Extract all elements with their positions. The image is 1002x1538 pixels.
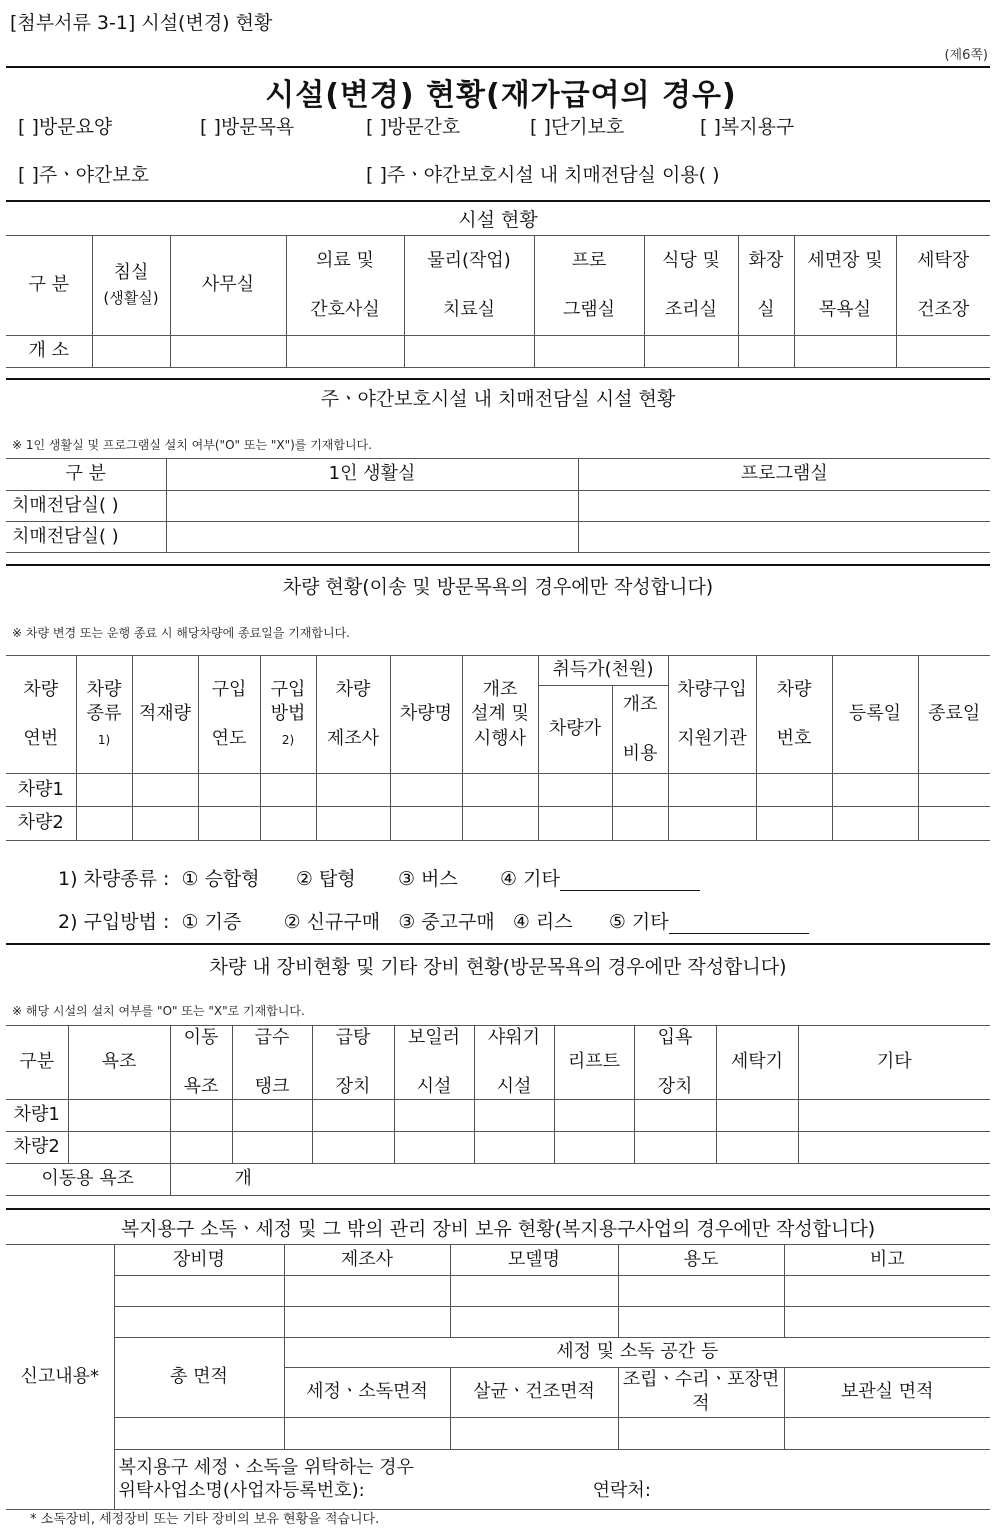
equipment-header-etc: 기타 bbox=[798, 1026, 990, 1100]
welfare-cell[interactable] bbox=[284, 1307, 450, 1338]
equipment-cell[interactable] bbox=[312, 1132, 394, 1164]
attachment-label: [첨부서류 3-1] 시설(변경) 현황 bbox=[10, 12, 273, 34]
equipment-note: ※ 해당 시설의 설치 여부를 "O" 또는 "X"로 기재합니다. bbox=[12, 1004, 305, 1018]
equipment-cell[interactable] bbox=[634, 1100, 716, 1132]
welfare-cell[interactable] bbox=[618, 1307, 784, 1338]
dementia-section-title: 주ㆍ야간보호시설 내 치매전담실 시설 현황 bbox=[320, 388, 676, 410]
facility-count-cell[interactable] bbox=[794, 336, 896, 368]
equipment-header-mobile-tub: 이동 욕조 bbox=[170, 1026, 232, 1100]
equipment-cell[interactable] bbox=[68, 1100, 170, 1132]
page-title: 시설(변경) 현황(재가급여의 경우) bbox=[265, 78, 737, 113]
service-check-dementia-unit[interactable]: [ ]주ㆍ야간보호시설 내 치매전담실 이용( ) bbox=[366, 164, 720, 186]
welfare-cell[interactable] bbox=[114, 1307, 284, 1338]
facility-header-program: 프로 그램실 bbox=[534, 236, 644, 336]
equipment-cell[interactable] bbox=[170, 1132, 232, 1164]
welfare-cell[interactable] bbox=[450, 1276, 618, 1307]
equipment-header-boiler: 보일러 시설 bbox=[394, 1026, 474, 1100]
dementia-header-single-room: 1인 생활실 bbox=[166, 459, 578, 491]
vehicle-header-mod-cost: 개조 비용 bbox=[612, 686, 668, 774]
vehicle-cell[interactable] bbox=[198, 807, 260, 841]
dementia-table bbox=[6, 458, 990, 553]
facility-header-bath: 세면장 및 목욕실 bbox=[794, 236, 896, 336]
facility-count-cell[interactable] bbox=[644, 336, 738, 368]
mobile-tub-label: 이동용 욕조 bbox=[6, 1164, 170, 1196]
vehicle-cell[interactable] bbox=[76, 807, 132, 841]
vehicle-cell[interactable] bbox=[198, 774, 260, 807]
vehicle-cell[interactable] bbox=[462, 807, 538, 841]
vehicle-header-type: 차량 종류 1) bbox=[76, 656, 132, 774]
service-check-nursing[interactable]: [ ]방문간호 bbox=[366, 116, 461, 138]
welfare-header-equipment: 장비명 bbox=[114, 1245, 284, 1276]
welfare-cell[interactable] bbox=[784, 1417, 990, 1449]
equipment-cell[interactable] bbox=[68, 1132, 170, 1164]
space-header-sterilize: 살균ㆍ건조면적 bbox=[450, 1368, 618, 1418]
vehicle-header-year: 구입 연도 bbox=[198, 656, 260, 774]
purchase-method-legend: 2) 구입방법 : ① 기증 ② 신규구매 ③ 중고구매 ④ 리스 ⑤ 기타 bbox=[58, 907, 809, 934]
outsource-info[interactable]: 복지용구 세정ㆍ소독을 위탁하는 경우 위탁사업소명(사업자등록번호): 연락처: bbox=[114, 1449, 990, 1509]
vehicle-cell[interactable] bbox=[918, 807, 990, 841]
vehicle-header-number: 차량 연번 bbox=[6, 656, 76, 774]
divider bbox=[6, 378, 990, 380]
vehicle-cell[interactable] bbox=[260, 774, 316, 807]
welfare-cell[interactable] bbox=[784, 1276, 990, 1307]
vehicle-header-registered: 등록일 bbox=[832, 656, 918, 774]
welfare-header-model: 모델명 bbox=[450, 1245, 618, 1276]
vehicle-cell[interactable] bbox=[462, 774, 538, 807]
service-check-short-term[interactable]: [ ]단기보호 bbox=[530, 116, 625, 138]
vehicle-header-method: 구입 방법 2) bbox=[260, 656, 316, 774]
equipment-cell[interactable] bbox=[232, 1132, 312, 1164]
equipment-cell[interactable] bbox=[232, 1100, 312, 1132]
service-check-home-care[interactable]: [ ]방문요양 bbox=[18, 116, 113, 138]
total-area-label: 총 면적 bbox=[114, 1338, 284, 1418]
facility-table bbox=[6, 235, 990, 368]
equipment-cell[interactable] bbox=[394, 1100, 474, 1132]
welfare-cell[interactable] bbox=[784, 1307, 990, 1338]
vehicle-header-cost: 취득가(천원) bbox=[538, 656, 668, 686]
space-header-wash: 세정ㆍ소독면적 bbox=[284, 1368, 450, 1418]
facility-count-cell[interactable] bbox=[92, 336, 170, 368]
space-header-storage: 보관실 면적 bbox=[784, 1368, 990, 1418]
report-content-label: 신고내용* bbox=[6, 1245, 114, 1510]
vehicle-cell[interactable] bbox=[612, 807, 668, 841]
service-check-welfare-equipment[interactable]: [ ]복지용구 bbox=[700, 116, 795, 138]
dementia-cell[interactable] bbox=[578, 491, 990, 522]
facility-header-therapy: 물리(작업) 치료실 bbox=[404, 236, 534, 336]
equipment-cell[interactable] bbox=[554, 1132, 634, 1164]
equipment-table bbox=[6, 1025, 990, 1196]
welfare-cell[interactable] bbox=[114, 1417, 284, 1449]
divider bbox=[6, 943, 990, 945]
equipment-header-category: 구분 bbox=[6, 1026, 68, 1100]
welfare-table bbox=[6, 1244, 990, 1510]
welfare-cell[interactable] bbox=[450, 1307, 618, 1338]
vehicle-header-agency: 차량구입 지원기관 bbox=[668, 656, 756, 774]
dementia-row-label: 치매전담실( ) bbox=[6, 491, 166, 522]
facility-header-medical: 의료 및 간호사실 bbox=[286, 236, 404, 336]
equipment-cell[interactable] bbox=[312, 1100, 394, 1132]
vehicle-cell[interactable] bbox=[668, 807, 756, 841]
equipment-cell[interactable] bbox=[798, 1132, 990, 1164]
facility-count-cell[interactable] bbox=[738, 336, 794, 368]
facility-header-laundry: 세탁장 건조장 bbox=[896, 236, 990, 336]
page-number: (제6쪽) bbox=[944, 48, 988, 63]
vehicle-cell[interactable] bbox=[756, 807, 832, 841]
vehicle-cell[interactable] bbox=[538, 774, 612, 807]
vehicle-cell[interactable] bbox=[918, 774, 990, 807]
space-header-assembly: 조립ㆍ수리ㆍ포장면적 bbox=[618, 1368, 784, 1418]
vehicle-header-plate: 차량 번호 bbox=[756, 656, 832, 774]
service-check-bathing[interactable]: [ ]방문목욕 bbox=[200, 116, 295, 138]
welfare-section-title: 복지용구 소독ㆍ세정 및 그 밖의 관리 장비 보유 현황(복지용구사업의 경우에만 작성합니다) bbox=[120, 1218, 876, 1240]
vehicle-cell[interactable] bbox=[668, 774, 756, 807]
welfare-footnote: * 소독장비, 세정장비 또는 기타 장비의 보유 현황을 적습니다. bbox=[30, 1512, 380, 1527]
facility-count-cell[interactable] bbox=[896, 336, 990, 368]
welfare-header-remarks: 비고 bbox=[784, 1245, 990, 1276]
equipment-cell[interactable] bbox=[716, 1100, 798, 1132]
vehicle-header-end: 종료일 bbox=[918, 656, 990, 774]
vehicle-row-label: 차량1 bbox=[6, 774, 76, 807]
vehicle-header-price: 차량가 bbox=[538, 686, 612, 774]
dementia-cell[interactable] bbox=[578, 522, 990, 553]
welfare-cell[interactable] bbox=[450, 1417, 618, 1449]
equipment-cell[interactable] bbox=[798, 1100, 990, 1132]
vehicle-note: ※ 차량 변경 또는 운행 종료 시 해당차량에 종료일을 기재합니다. bbox=[12, 626, 351, 640]
equipment-header-washer: 세탁기 bbox=[716, 1026, 798, 1100]
dementia-cell[interactable] bbox=[166, 522, 578, 553]
vehicle-cell[interactable] bbox=[538, 807, 612, 841]
facility-header-toilet: 화장 실 bbox=[738, 236, 794, 336]
equipment-row-label: 차량1 bbox=[6, 1100, 68, 1132]
divider bbox=[6, 564, 990, 566]
dementia-header-category: 구 분 bbox=[6, 459, 166, 491]
space-title: 세정 및 소독 공간 등 bbox=[284, 1338, 990, 1368]
vehicle-table bbox=[6, 655, 990, 841]
vehicle-header-name: 차량명 bbox=[390, 656, 462, 774]
welfare-cell[interactable] bbox=[618, 1417, 784, 1449]
vehicle-section-title: 차량 현황(이송 및 방문목욕의 경우에만 작성합니다) bbox=[282, 576, 714, 598]
divider bbox=[6, 1208, 990, 1210]
welfare-cell[interactable] bbox=[284, 1276, 450, 1307]
equipment-header-shower: 샤워기 시설 bbox=[474, 1026, 554, 1100]
vehicle-cell[interactable] bbox=[76, 774, 132, 807]
equipment-row-label: 차량2 bbox=[6, 1132, 68, 1164]
divider bbox=[6, 66, 990, 68]
equipment-cell[interactable] bbox=[634, 1132, 716, 1164]
facility-count-cell[interactable] bbox=[286, 336, 404, 368]
vehicle-cell[interactable] bbox=[316, 774, 390, 807]
facility-header-bedroom: 침실 (생활실) bbox=[92, 236, 170, 336]
equipment-header-bath-device: 입욕 장치 bbox=[634, 1026, 716, 1100]
dementia-note: ※ 1인 생활실 및 프로그램실 설치 여부("O" 또는 "X")를 기재합니다. bbox=[12, 438, 372, 452]
vehicle-cell[interactable] bbox=[316, 807, 390, 841]
equipment-header-hot-water: 급탕 장치 bbox=[312, 1026, 394, 1100]
vehicle-header-design: 개조 설계 및 시행사 bbox=[462, 656, 538, 774]
welfare-cell[interactable] bbox=[284, 1417, 450, 1449]
service-check-day-night[interactable]: [ ]주ㆍ야간보호 bbox=[18, 164, 149, 186]
welfare-cell[interactable] bbox=[114, 1276, 284, 1307]
facility-header-office: 사무실 bbox=[170, 236, 286, 336]
vehicle-header-maker: 차량 제조사 bbox=[316, 656, 390, 774]
equipment-section-title: 차량 내 장비현황 및 기타 장비 현황(방문목욕의 경우에만 작성합니다) bbox=[209, 956, 787, 978]
facility-count-cell[interactable] bbox=[534, 336, 644, 368]
vehicle-cell[interactable] bbox=[260, 807, 316, 841]
equipment-cell[interactable] bbox=[170, 1100, 232, 1132]
dementia-row-label: 치매전담실( ) bbox=[6, 522, 166, 553]
vehicle-cell[interactable] bbox=[132, 807, 198, 841]
facility-count-label: 개 소 bbox=[6, 336, 92, 368]
vehicle-header-load: 적재량 bbox=[132, 656, 198, 774]
facility-header-dining: 식당 및 조리실 bbox=[644, 236, 738, 336]
dementia-cell[interactable] bbox=[166, 491, 578, 522]
vehicle-type-legend: 1) 차량종류 : ① 승합형 ② 탑형 ③ 버스 ④ 기타 bbox=[58, 864, 700, 891]
equipment-cell[interactable] bbox=[716, 1132, 798, 1164]
equipment-header-water-tank: 급수 탱크 bbox=[232, 1026, 312, 1100]
vehicle-row-label: 차량2 bbox=[6, 807, 76, 841]
equipment-header-lift: 리프트 bbox=[554, 1026, 634, 1100]
welfare-cell[interactable] bbox=[618, 1276, 784, 1307]
welfare-header-maker: 제조사 bbox=[284, 1245, 450, 1276]
mobile-tub-count[interactable]: 개 bbox=[170, 1164, 990, 1196]
equipment-header-tub: 욕조 bbox=[68, 1026, 170, 1100]
dementia-header-program-room: 프로그램실 bbox=[578, 459, 990, 491]
welfare-header-purpose: 용도 bbox=[618, 1245, 784, 1276]
equipment-cell[interactable] bbox=[474, 1100, 554, 1132]
facility-count-cell[interactable] bbox=[170, 336, 286, 368]
facility-section-title: 시설 현황 bbox=[458, 209, 538, 231]
vehicle-cell[interactable] bbox=[832, 774, 918, 807]
vehicle-cell[interactable] bbox=[390, 807, 462, 841]
vehicle-cell[interactable] bbox=[832, 807, 918, 841]
divider bbox=[6, 200, 990, 202]
vehicle-cell[interactable] bbox=[612, 774, 668, 807]
facility-count-cell[interactable] bbox=[404, 336, 534, 368]
facility-header-category: 구 분 bbox=[6, 236, 92, 336]
vehicle-cell[interactable] bbox=[756, 774, 832, 807]
equipment-cell[interactable] bbox=[474, 1132, 554, 1164]
equipment-cell[interactable] bbox=[394, 1132, 474, 1164]
equipment-cell[interactable] bbox=[554, 1100, 634, 1132]
vehicle-cell[interactable] bbox=[390, 774, 462, 807]
vehicle-cell[interactable] bbox=[132, 774, 198, 807]
